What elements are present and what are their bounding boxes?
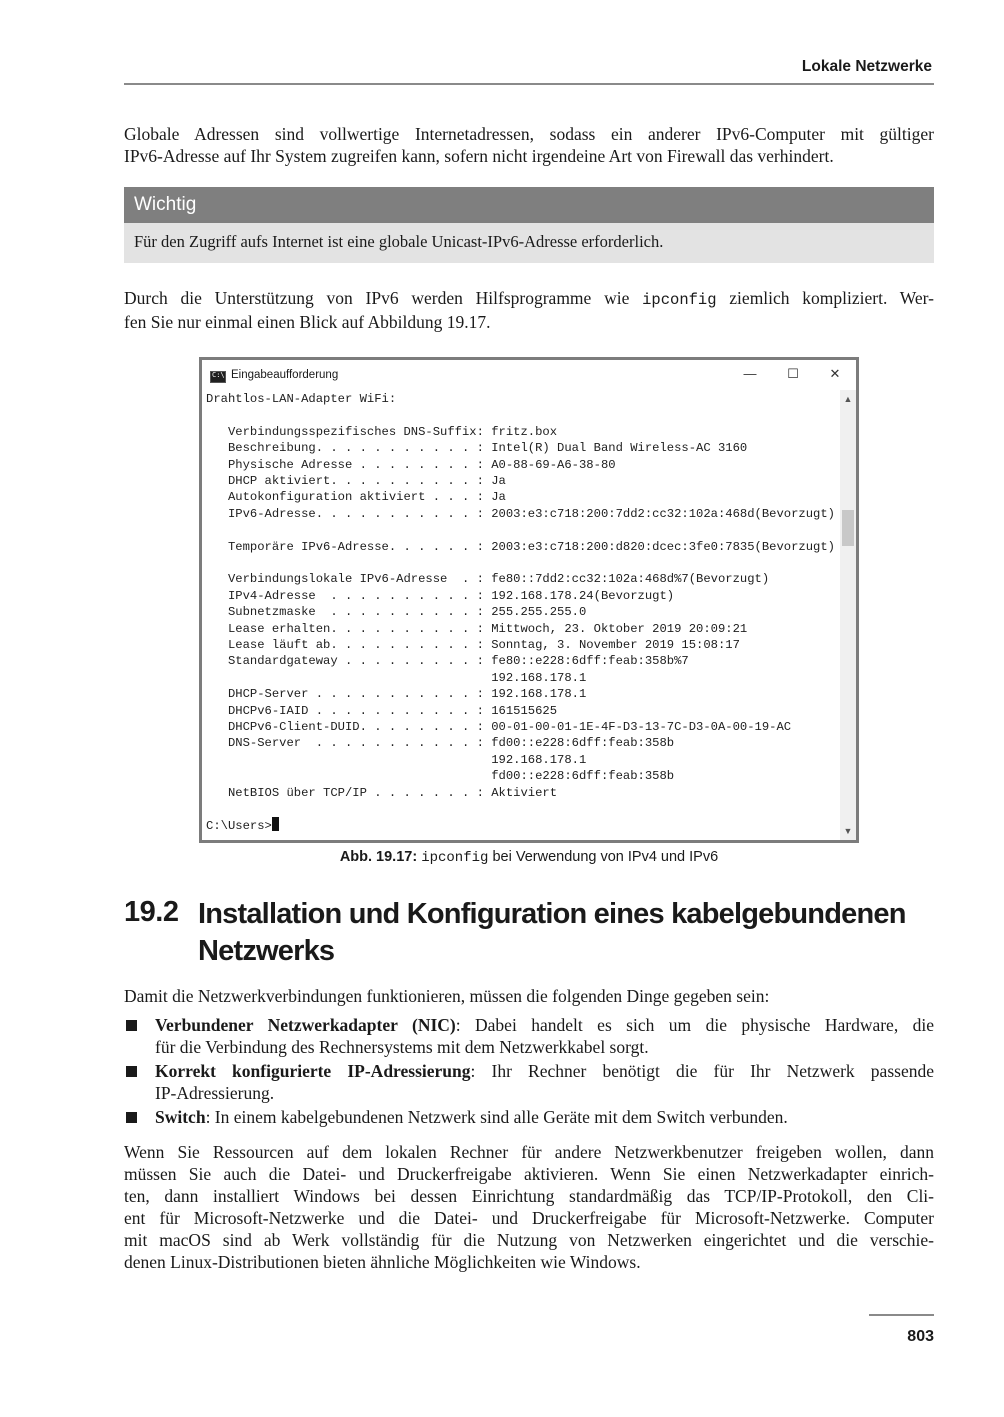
list-item xyxy=(124,1106,934,1128)
closing-line: Wenn Sie Ressourcen auf dem lokalen Rechner für andere Netzwerkbenutzer freigeben wollen, dann xyxy=(124,1142,934,1162)
close-button[interactable]: ✕ xyxy=(829,366,841,381)
section-title-line-1: Installation und Konfiguration eines kabelgebundenen xyxy=(198,898,906,930)
window-title: Eingabeaufforderung xyxy=(231,369,339,381)
note-text: Für den Zugriff aufs Internet ist eine globale Unicast-IPv6-Adresse erforderlich. xyxy=(124,223,934,263)
console-line: DHCPv6-Client-DUID. . . . . . . . : 00-01-00-01-1E-4F-D3-13-7C-D3-0A-00-19-AC xyxy=(206,720,792,734)
console-line: Subnetzmaske . . . . . . . . . . : 255.255.255.0 xyxy=(206,605,587,620)
console-icon xyxy=(210,371,226,383)
text-cursor xyxy=(272,817,279,831)
section-number: 19.2 xyxy=(124,896,179,928)
list-item-term: Korrekt konfigurierte IP-Adressierung xyxy=(155,1061,471,1081)
caption-label: Abb. 19.17: xyxy=(339,849,418,865)
console-output[interactable] xyxy=(202,390,838,840)
scrollbar-thumb[interactable] xyxy=(842,510,854,546)
console-line: Beschreibung. . . . . . . . . . . : Intel(R) Dual Band Wireless-AC 3160 xyxy=(206,441,748,456)
footer-rule xyxy=(869,1314,934,1316)
ipconfig-text-a: Durch die Unterstützung von IPv6 werden Hilfsprogramme wie xyxy=(124,288,643,308)
requirements-intro-line: Damit die Netzwerkverbindungen funktionieren, müssen die folgenden Dinge gegeben sein: xyxy=(124,986,770,1006)
closing-line: müssen Sie auch die Datei- und Druckerfreigabe aktivieren. Wenn Sie einen Netzwerkadapter einrich- xyxy=(124,1164,934,1184)
console-line: Temporäre IPv6-Adresse. . . . . . : 2003:e3:c718:200:d820:dcec:3fe0:7835(Bevorzugt) xyxy=(206,539,835,554)
console-line: Lease erhalten. . . . . . . . . . : Mittwoch, 23. Oktober 2019 20:09:21 xyxy=(206,621,748,636)
closing-line: ten, dann installiert Windows bei dessen Einrichtung standardmäßig das TCP/IP-Protokoll, den Cli- xyxy=(124,1186,934,1206)
page-number: 803 xyxy=(907,1328,934,1345)
console-line: Drahtlos-LAN-Adapter WiFi: xyxy=(206,392,397,406)
list-item-text: : In einem kabelgebundenen Netzwerk sind alle Geräte mit dem Switch verbunden. xyxy=(205,1107,788,1127)
intro-line-2: IPv6-Adresse auf Ihr System zugreifen kann, sofern nicht irgendeine Art von Firewall das verhindert. xyxy=(124,146,834,166)
requirements-list xyxy=(124,1014,934,1130)
console-line: DHCP aktiviert. . . . . . . . . . : Ja xyxy=(206,474,506,488)
bullet-square xyxy=(126,1066,137,1077)
console-line: 192.168.178.1 xyxy=(206,670,587,685)
section-title xyxy=(198,896,938,970)
console-line: DHCPv6-IAID . . . . . . . . . . . : 161515625 xyxy=(206,703,558,718)
closing-line: denen Linux-Distributionen bieten ähnliche Möglichkeiten wie Windows. xyxy=(124,1252,641,1272)
console-line: fd00::e228:6dff:feab:358b xyxy=(206,769,675,784)
ipconfig-line-2: fen Sie nur einmal einen Blick auf Abbildung 19.17. xyxy=(124,312,491,332)
ipconfig-line-1 xyxy=(124,287,934,311)
caption-text: bei Verwendung von IPv4 und IPv6 xyxy=(488,849,719,865)
list-item-line-1 xyxy=(155,1106,934,1128)
list-item-line-2: für die Verbindung des Rechnersystems mit dem Netzwerkkabel sorgt. xyxy=(155,1037,649,1057)
window-titlebar xyxy=(202,360,856,390)
list-item xyxy=(124,1060,934,1104)
console-icon-text: C:\ xyxy=(212,371,225,379)
bullet-square xyxy=(126,1112,137,1123)
note-title: Wichtig xyxy=(124,187,934,223)
intro-line-1: Globale Adressen sind vollwertige Internetadressen, sodass ein anderer IPv6-Computer mit gültiger xyxy=(124,124,934,144)
console-line: DHCP-Server . . . . . . . . . . . : 192.168.178.1 xyxy=(206,687,587,702)
console-line: Standardgateway . . . . . . . . . : fe80::e228:6dff:feab:358b%7 xyxy=(206,654,689,669)
figure-caption xyxy=(124,849,934,866)
console-line: 192.168.178.1 xyxy=(206,752,587,767)
console-line: DNS-Server . . . . . . . . . . . : fd00::e228:6dff:feab:358b xyxy=(206,736,675,751)
closing-line: ent für Microsoft-Netzwerke und die Datei- und Druckerfreigabe für Microsoft-Netzwerke. Computer xyxy=(124,1208,934,1228)
console-line: NetBIOS über TCP/IP . . . . . . . : Aktiviert xyxy=(206,785,558,800)
closing-line: mit macOS sind ab Werk vollständig für die Nutzung von Netzwerken eingerichtet und die verschie- xyxy=(124,1230,934,1250)
ipconfig-paragraph xyxy=(124,287,934,333)
closing-paragraph xyxy=(124,1141,934,1273)
ipconfig-text-b: ziemlich kompliziert. Wer- xyxy=(716,288,934,308)
ipconfig-code: ipconfig xyxy=(642,291,717,309)
console-prompt: C:\Users> xyxy=(206,817,279,833)
list-item-line-1 xyxy=(155,1014,934,1036)
scroll-down-icon[interactable]: ▼ xyxy=(843,826,853,836)
section-title-line-2: Netzwerks xyxy=(198,935,335,967)
list-item-term: Switch xyxy=(155,1107,206,1127)
intro-paragraph xyxy=(124,123,934,167)
list-item-text: : Dabei handelt es sich um die physische Hardware, die xyxy=(455,1015,935,1035)
header-rule xyxy=(124,83,934,85)
console-line: IPv4-Adresse . . . . . . . . . . : 192.168.178.24(Bevorzugt) xyxy=(206,588,675,603)
requirements-intro xyxy=(124,985,934,1007)
bullet-square xyxy=(126,1020,137,1031)
console-line: Verbindungsspezifisches DNS-Suffix: fritz.box xyxy=(206,424,558,439)
console-line: Lease läuft ab. . . . . . . . . . : Sonntag, 3. November 2019 15:08:17 xyxy=(206,638,740,652)
command-prompt-window xyxy=(199,357,859,843)
important-note xyxy=(124,187,934,263)
console-line: IPv6-Adresse. . . . . . . . . . . : 2003:e3:c718:200:7dd2:cc32:102a:468d(Bevorzugt) xyxy=(206,506,835,521)
scroll-up-icon[interactable]: ▲ xyxy=(843,394,853,404)
list-item xyxy=(124,1014,934,1058)
list-item-line-1 xyxy=(155,1060,934,1082)
running-head: Lokale Netzwerke xyxy=(801,58,932,75)
console-line: Verbindungslokale IPv6-Adresse . : fe80::7dd2:cc32:102a:468d%7(Bevorzugt) xyxy=(206,572,770,587)
list-item-term: Verbundener Netzwerkadapter (NIC) xyxy=(155,1015,456,1035)
console-line: Autokonfiguration aktiviert . . . : Ja xyxy=(206,490,506,505)
list-item-line-2: IP-Adressierung. xyxy=(155,1083,275,1103)
minimize-button[interactable]: — xyxy=(743,366,757,381)
vertical-scrollbar[interactable] xyxy=(840,390,856,840)
list-item-text: : Ihr Rechner benötigt die für Ihr Netzwerk passende xyxy=(470,1061,934,1081)
maximize-button[interactable]: ☐ xyxy=(787,366,799,381)
console-line: Physische Adresse . . . . . . . . : A0-88-69-A6-38-80 xyxy=(206,457,616,472)
caption-code: ipconfig xyxy=(421,850,489,866)
